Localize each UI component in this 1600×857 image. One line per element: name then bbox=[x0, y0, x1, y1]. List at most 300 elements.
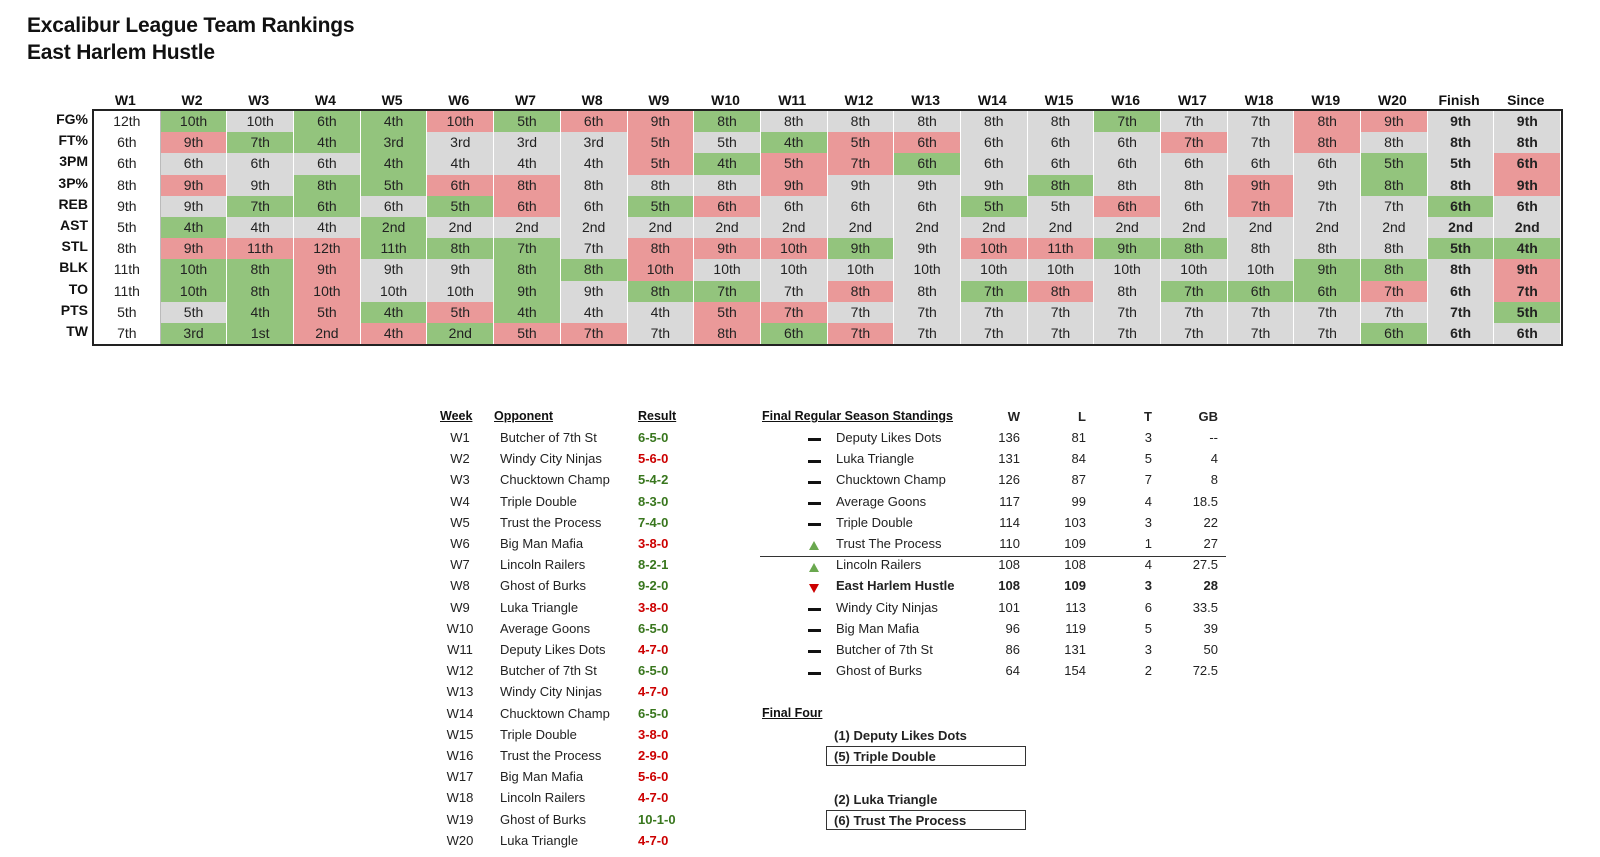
rank-cell: 9th bbox=[161, 196, 228, 217]
schedule-opponent: Chucktown Champ bbox=[500, 705, 610, 721]
rankings-body bbox=[92, 109, 1563, 346]
arrow-down-icon bbox=[809, 584, 819, 593]
standing-gb: 28 bbox=[1203, 578, 1218, 594]
standing-wins: 108 bbox=[998, 578, 1020, 594]
schedule-result: 8-2-1 bbox=[638, 557, 669, 573]
matchup-top-seed: (1) Deputy Likes Dots bbox=[834, 728, 967, 743]
rank-cell: 4th bbox=[361, 153, 428, 174]
team-name: East Harlem Hustle bbox=[27, 41, 215, 64]
rank-cell: 2nd bbox=[361, 217, 428, 238]
standing-team: Average Goons bbox=[836, 493, 927, 509]
standing-losses: 109 bbox=[1064, 578, 1086, 594]
rank-cell: 10th bbox=[227, 111, 294, 132]
rank-cell: 5th bbox=[494, 111, 561, 132]
rank-cell: 7th bbox=[227, 196, 294, 217]
rank-cell: 6th bbox=[1161, 153, 1228, 174]
rank-cell: 6th bbox=[294, 196, 361, 217]
rank-cell: 11th bbox=[1028, 238, 1095, 259]
rank-cell: 6th bbox=[1294, 281, 1361, 302]
standing-team: Lincoln Railers bbox=[836, 557, 922, 573]
rank-cell: 8th bbox=[1294, 111, 1361, 132]
rank-cell: 9th bbox=[227, 175, 294, 196]
standing-wins: 136 bbox=[998, 430, 1020, 445]
rank-cell: 2nd bbox=[628, 217, 695, 238]
standing-losses: 119 bbox=[1065, 620, 1086, 636]
standing-wins: 101 bbox=[998, 599, 1020, 615]
rank-cell: 12th bbox=[294, 238, 361, 259]
rank-cell: 6th bbox=[1428, 323, 1495, 344]
rank-cell: 8th bbox=[294, 175, 361, 196]
ranking-row bbox=[94, 323, 1561, 344]
rank-cell: 9th bbox=[1428, 111, 1495, 132]
standing-losses: 87 bbox=[1071, 472, 1086, 488]
rank-cell: 2nd bbox=[961, 217, 1028, 238]
schedule-result: 7-4-0 bbox=[638, 514, 669, 530]
rank-cell: 6th bbox=[294, 111, 361, 132]
rank-cell: 7th bbox=[1228, 111, 1295, 132]
rank-cell: 10th bbox=[961, 259, 1028, 280]
rank-cell: 2nd bbox=[761, 217, 828, 238]
rank-cell: 2nd bbox=[1161, 217, 1228, 238]
rank-cell: 10th bbox=[694, 259, 761, 280]
standing-ties: 3 bbox=[1144, 430, 1152, 445]
matchup-top-seed: (2) Luka Triangle bbox=[834, 792, 938, 807]
rank-cell: 5th bbox=[427, 302, 494, 323]
rank-cell: 2nd bbox=[1428, 217, 1495, 238]
schedule-week: W5 bbox=[450, 514, 470, 530]
rank-cell: 8th bbox=[628, 175, 695, 196]
ranking-row bbox=[94, 196, 1561, 217]
rank-cell: 5th bbox=[1428, 238, 1495, 259]
rank-cell: 8th bbox=[1161, 238, 1228, 259]
rank-cell: 3rd bbox=[494, 132, 561, 153]
schedule-result: 10-1-0 bbox=[638, 811, 676, 827]
rank-cell: 2nd bbox=[561, 217, 628, 238]
rank-cell: 5th bbox=[1428, 153, 1495, 174]
standing-ties: 4 bbox=[1144, 493, 1152, 509]
rank-cell: 10th bbox=[361, 281, 428, 302]
ranking-row bbox=[94, 175, 1561, 196]
standing-wins: 117 bbox=[999, 493, 1020, 509]
rank-cell: 7th bbox=[1428, 302, 1495, 323]
final-four-title: Final Four bbox=[762, 706, 823, 720]
rank-cell: 10th bbox=[894, 259, 961, 280]
standing-change-marker bbox=[807, 644, 821, 658]
standing-losses: 84 bbox=[1071, 451, 1086, 467]
rank-cell: 9th bbox=[1094, 238, 1161, 259]
rank-cell: 5th bbox=[427, 196, 494, 217]
standing-losses: 113 bbox=[1065, 599, 1086, 615]
rank-cell: 6th bbox=[561, 111, 628, 132]
rank-cell: 8th bbox=[828, 111, 895, 132]
schedule-result: 2-9-0 bbox=[638, 748, 669, 763]
rank-cell: 5th bbox=[94, 302, 161, 323]
rank-cell: 12th bbox=[94, 111, 161, 132]
standing-gb: 8 bbox=[1210, 472, 1218, 488]
rank-cell: 11th bbox=[94, 259, 161, 280]
rank-cell: 5th bbox=[1361, 153, 1428, 174]
schedule-opponent: Deputy Likes Dots bbox=[500, 642, 606, 657]
rank-cell: 9th bbox=[161, 132, 228, 153]
rank-cell: 5th bbox=[1028, 196, 1095, 217]
standing-gb: 33.5 bbox=[1192, 599, 1218, 615]
standing-team: Chucktown Champ bbox=[836, 472, 946, 488]
column-header-w7: W7 bbox=[514, 92, 536, 108]
rank-cell: 7th bbox=[694, 281, 761, 302]
column-header-w12: W12 bbox=[844, 92, 874, 108]
schedule-header-week: Week bbox=[440, 409, 473, 423]
rank-cell: 7th bbox=[761, 281, 828, 302]
ranking-row bbox=[94, 281, 1561, 302]
rank-cell: 7th bbox=[1228, 196, 1295, 217]
schedule-week: W7 bbox=[450, 557, 470, 573]
schedule-header-opponent: Opponent bbox=[494, 409, 554, 423]
rank-cell: 9th bbox=[561, 281, 628, 302]
rank-cell: 7th bbox=[1361, 302, 1428, 323]
rank-cell: 10th bbox=[761, 259, 828, 280]
rank-cell: 7th bbox=[561, 323, 628, 344]
standing-ties: 3 bbox=[1144, 578, 1152, 594]
rank-cell: 7th bbox=[828, 153, 895, 174]
rank-cell: 4th bbox=[294, 217, 361, 238]
column-header-w6: W6 bbox=[448, 92, 470, 108]
schedule-result: 4-7-0 bbox=[638, 790, 669, 806]
rank-cell: 4th bbox=[361, 302, 428, 323]
rank-cell: 5th bbox=[361, 175, 428, 196]
schedule-result: 6-5-0 bbox=[638, 705, 669, 721]
column-header-w20: W20 bbox=[1378, 92, 1407, 108]
schedule-result: 6-5-0 bbox=[638, 620, 669, 636]
rank-cell: 2nd bbox=[294, 323, 361, 344]
rank-cell: 9th bbox=[761, 175, 828, 196]
rank-cell: 6th bbox=[1228, 153, 1295, 174]
rank-cell: 8th bbox=[694, 323, 761, 344]
rank-cell: 10th bbox=[1094, 259, 1161, 280]
rank-cell: 8th bbox=[1028, 281, 1095, 302]
rank-cell: 7th bbox=[1161, 323, 1228, 344]
no-change-icon bbox=[808, 650, 821, 653]
column-header-w19: W19 bbox=[1311, 92, 1341, 108]
schedule-week: W9 bbox=[450, 599, 470, 615]
rank-cell: 6th bbox=[1094, 132, 1161, 153]
rank-cell: 10th bbox=[294, 281, 361, 302]
rank-cell: 2nd bbox=[1494, 217, 1561, 238]
rank-cell: 7th bbox=[1094, 302, 1161, 323]
schedule-week: W18 bbox=[446, 790, 474, 806]
standing-gb: 39 bbox=[1203, 620, 1218, 636]
schedule-result: 3-8-0 bbox=[638, 599, 669, 615]
standing-losses: 99 bbox=[1071, 493, 1086, 509]
rank-cell: 8th bbox=[94, 238, 161, 259]
rank-cell: 6th bbox=[94, 132, 161, 153]
no-change-icon bbox=[808, 608, 821, 611]
standing-gb: 22 bbox=[1203, 514, 1218, 530]
rank-cell: 6th bbox=[494, 196, 561, 217]
rank-cell: 9th bbox=[828, 238, 895, 259]
rank-cell: 8th bbox=[427, 238, 494, 259]
rank-cell: 5th bbox=[294, 302, 361, 323]
rank-cell: 9th bbox=[294, 259, 361, 280]
schedule-week: W2 bbox=[450, 451, 470, 467]
rank-cell: 5th bbox=[628, 132, 695, 153]
rank-cell: 8th bbox=[894, 111, 961, 132]
rank-cell: 8th bbox=[1294, 132, 1361, 153]
rank-cell: 6th bbox=[1494, 153, 1561, 174]
rank-cell: 5th bbox=[961, 196, 1028, 217]
schedule-opponent: Luka Triangle bbox=[500, 599, 579, 615]
standing-wins: 131 bbox=[998, 451, 1020, 467]
rank-cell: 7th bbox=[761, 302, 828, 323]
rank-cell: 5th bbox=[694, 132, 761, 153]
column-header-w11: W11 bbox=[778, 92, 807, 108]
row-label: FG% bbox=[56, 111, 88, 127]
rank-cell: 4th bbox=[227, 302, 294, 323]
matchup-bottom-seed: (6) Trust The Process bbox=[834, 813, 967, 828]
schedule-result: 3-8-0 bbox=[638, 536, 669, 551]
rank-cell: 7th bbox=[227, 132, 294, 153]
ranking-row bbox=[94, 259, 1561, 280]
rank-cell: 9th bbox=[161, 238, 228, 259]
no-change-icon bbox=[808, 629, 821, 632]
schedule-opponent: Triple Double bbox=[500, 726, 577, 742]
rank-cell: 8th bbox=[628, 281, 695, 302]
standing-ties: 2 bbox=[1144, 663, 1152, 679]
rank-cell: 6th bbox=[361, 196, 428, 217]
standing-gb: 72.5 bbox=[1192, 663, 1218, 679]
rank-cell: 7th bbox=[1228, 302, 1295, 323]
rank-cell: 8th bbox=[1228, 238, 1295, 259]
rank-cell: 6th bbox=[1094, 196, 1161, 217]
no-change-icon bbox=[808, 481, 821, 484]
rank-cell: 7th bbox=[1294, 196, 1361, 217]
row-label: PTS bbox=[60, 301, 88, 318]
schedule-week: W20 bbox=[446, 832, 474, 848]
standings-header-t: T bbox=[1144, 409, 1152, 424]
rank-cell: 10th bbox=[161, 281, 228, 302]
standing-wins: 96 bbox=[1005, 620, 1020, 636]
corner-cell bbox=[48, 88, 92, 109]
rank-cell: 5th bbox=[694, 302, 761, 323]
standing-ties: 3 bbox=[1144, 514, 1152, 530]
standing-gb: 50 bbox=[1203, 642, 1218, 657]
rank-cell: 6th bbox=[694, 196, 761, 217]
standing-change-marker bbox=[807, 580, 821, 594]
schedule-opponent: Luka Triangle bbox=[500, 832, 579, 848]
standings-header-w: W bbox=[1007, 409, 1020, 424]
standing-gb: 4 bbox=[1210, 451, 1218, 467]
rank-cell: 6th bbox=[561, 196, 628, 217]
arrow-up-icon bbox=[809, 563, 819, 572]
rank-cell: 10th bbox=[1028, 259, 1095, 280]
rank-cell: 7th bbox=[828, 323, 895, 344]
rank-cell: 10th bbox=[761, 238, 828, 259]
standing-change-marker bbox=[807, 496, 821, 510]
column-header-w17: W17 bbox=[1177, 92, 1207, 108]
rank-cell: 5th bbox=[828, 132, 895, 153]
rank-cell: 6th bbox=[894, 132, 961, 153]
row-label: REB bbox=[58, 195, 88, 212]
rankings-header-row bbox=[48, 88, 1559, 109]
column-header-w1: W1 bbox=[114, 92, 136, 108]
schedule-result: 3-8-0 bbox=[638, 726, 669, 742]
rank-cell: 11th bbox=[361, 238, 428, 259]
standing-losses: 108 bbox=[1064, 557, 1086, 573]
rank-cell: 7th bbox=[1161, 132, 1228, 153]
no-change-icon bbox=[808, 502, 821, 505]
standing-change-marker bbox=[807, 474, 821, 488]
standing-wins: 126 bbox=[998, 472, 1020, 488]
no-change-icon bbox=[808, 523, 821, 526]
standing-gb: 27.5 bbox=[1192, 557, 1218, 573]
ranking-row bbox=[94, 132, 1561, 153]
schedule-opponent: Windy City Ninjas bbox=[500, 684, 602, 700]
standing-change-marker bbox=[807, 665, 821, 679]
rank-cell: 5th bbox=[494, 323, 561, 344]
rank-cell: 10th bbox=[427, 111, 494, 132]
row-label: BLK bbox=[59, 259, 88, 276]
rank-cell: 9th bbox=[1494, 111, 1561, 132]
rank-cell: 4th bbox=[427, 153, 494, 174]
standing-change-marker bbox=[807, 453, 821, 467]
schedule-week: W12 bbox=[446, 663, 474, 679]
rank-cell: 10th bbox=[427, 281, 494, 302]
rank-cell: 8th bbox=[1361, 238, 1428, 259]
schedule-week: W6 bbox=[450, 536, 470, 551]
rank-cell: 9th bbox=[828, 175, 895, 196]
rank-cell: 7th bbox=[494, 238, 561, 259]
schedule-opponent: Butcher of 7th St bbox=[500, 430, 597, 445]
standing-change-marker bbox=[807, 602, 821, 616]
rank-cell: 8th bbox=[561, 259, 628, 280]
rank-cell: 8th bbox=[1428, 175, 1495, 196]
schedule-opponent: Big Man Mafia bbox=[500, 769, 584, 785]
rank-cell: 5th bbox=[1494, 302, 1561, 323]
schedule-opponent: Lincoln Railers bbox=[500, 557, 586, 573]
standing-losses: 81 bbox=[1071, 430, 1086, 445]
rank-cell: 7th bbox=[1361, 281, 1428, 302]
standing-ties: 5 bbox=[1144, 451, 1152, 467]
rank-cell: 7th bbox=[1294, 302, 1361, 323]
schedule-week: W14 bbox=[446, 705, 474, 721]
rank-cell: 7th bbox=[961, 302, 1028, 323]
standings-header-gb: GB bbox=[1198, 409, 1218, 424]
playoff-cut-line bbox=[760, 556, 1226, 557]
rank-cell: 7th bbox=[1094, 323, 1161, 344]
standing-losses: 131 bbox=[1064, 642, 1086, 657]
row-label: 3P% bbox=[58, 174, 88, 191]
standing-change-marker bbox=[807, 623, 821, 637]
rank-cell: 8th bbox=[961, 111, 1028, 132]
rank-cell: 9th bbox=[427, 259, 494, 280]
rankings-table bbox=[48, 88, 1559, 342]
schedule-week: W10 bbox=[446, 620, 474, 636]
rank-cell: 9th bbox=[361, 259, 428, 280]
row-label: TW bbox=[66, 322, 88, 339]
rank-cell: 5th bbox=[628, 153, 695, 174]
rank-cell: 9th bbox=[1228, 175, 1295, 196]
rank-cell: 2nd bbox=[1028, 217, 1095, 238]
rank-cell: 6th bbox=[1494, 323, 1561, 344]
rank-cell: 7th bbox=[1294, 323, 1361, 344]
rank-cell: 6th bbox=[1361, 323, 1428, 344]
rank-cell: 5th bbox=[161, 302, 228, 323]
schedule-result: 4-7-0 bbox=[638, 832, 669, 848]
rank-cell: 8th bbox=[1361, 259, 1428, 280]
schedule-result: 4-7-0 bbox=[638, 684, 669, 700]
schedule-opponent: Chucktown Champ bbox=[500, 472, 610, 488]
column-header-w8: W8 bbox=[581, 92, 603, 108]
rank-cell: 2nd bbox=[1228, 217, 1295, 238]
row-label: TO bbox=[68, 280, 88, 297]
rank-cell: 10th bbox=[1161, 259, 1228, 280]
rank-cell: 6th bbox=[1428, 281, 1495, 302]
standing-ties: 3 bbox=[1144, 642, 1152, 657]
rank-cell: 6th bbox=[761, 323, 828, 344]
rank-cell: 4th bbox=[161, 217, 228, 238]
no-change-icon bbox=[808, 672, 821, 675]
standing-wins: 114 bbox=[999, 514, 1020, 530]
standing-losses: 103 bbox=[1064, 514, 1086, 530]
ranking-row bbox=[94, 217, 1561, 238]
schedule-week: W19 bbox=[446, 811, 474, 827]
rank-cell: 10th bbox=[1228, 259, 1295, 280]
column-header-w18: W18 bbox=[1244, 92, 1274, 108]
rank-cell: 8th bbox=[494, 259, 561, 280]
standing-wins: 86 bbox=[1005, 642, 1020, 657]
standing-change-marker bbox=[807, 538, 821, 552]
rank-cell: 10th bbox=[628, 259, 695, 280]
rank-cell: 9th bbox=[628, 111, 695, 132]
rank-cell: 2nd bbox=[494, 217, 561, 238]
schedule-header-result: Result bbox=[638, 409, 677, 423]
column-header-w9: W9 bbox=[648, 92, 670, 108]
rank-cell: 6th bbox=[961, 132, 1028, 153]
schedule-opponent: Big Man Mafia bbox=[500, 536, 584, 551]
rank-cell: 6th bbox=[1428, 196, 1495, 217]
rank-cell: 4th bbox=[361, 323, 428, 344]
rank-cell: 6th bbox=[1094, 153, 1161, 174]
schedule-week: W3 bbox=[450, 472, 470, 488]
standing-ties: 7 bbox=[1144, 472, 1152, 488]
schedule-result: 6-5-0 bbox=[638, 430, 669, 445]
rank-cell: 9th bbox=[161, 175, 228, 196]
standing-team: Trust The Process bbox=[836, 536, 942, 551]
rank-cell: 2nd bbox=[427, 217, 494, 238]
rank-cell: 9th bbox=[494, 281, 561, 302]
rank-cell: 9th bbox=[1361, 111, 1428, 132]
standing-change-marker bbox=[807, 432, 821, 446]
rank-cell: 2nd bbox=[427, 323, 494, 344]
rank-cell: 8th bbox=[1428, 259, 1495, 280]
standing-gb: 18.5 bbox=[1192, 493, 1218, 509]
rank-cell: 8th bbox=[1161, 175, 1228, 196]
rank-cell: 7th bbox=[94, 323, 161, 344]
rank-cell: 4th bbox=[761, 132, 828, 153]
rank-cell: 7th bbox=[1361, 196, 1428, 217]
rank-cell: 7th bbox=[1228, 323, 1295, 344]
rank-cell: 4th bbox=[294, 132, 361, 153]
rank-cell: 6th bbox=[161, 153, 228, 174]
column-header-w13: W13 bbox=[911, 92, 940, 108]
rank-cell: 6th bbox=[94, 153, 161, 174]
rank-cell: 10th bbox=[161, 111, 228, 132]
column-header-w14: W14 bbox=[977, 92, 1007, 108]
rank-cell: 1st bbox=[227, 323, 294, 344]
rank-cell: 8th bbox=[1094, 281, 1161, 302]
rank-cell: 9th bbox=[1294, 259, 1361, 280]
rank-cell: 8th bbox=[94, 175, 161, 196]
rank-cell: 6th bbox=[427, 175, 494, 196]
